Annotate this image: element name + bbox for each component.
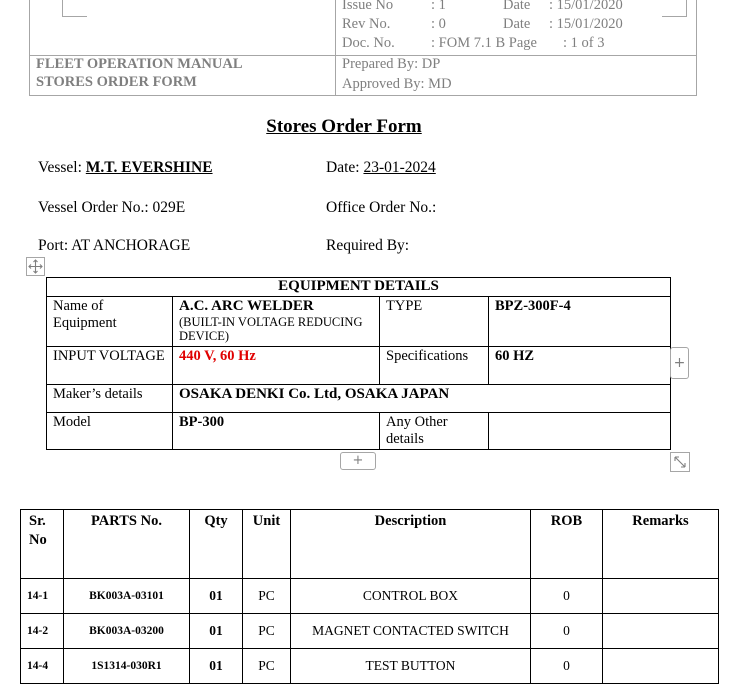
date-value: 23-01-2024 xyxy=(363,159,436,176)
cell-rob: 0 xyxy=(531,649,603,684)
corner-mark-right-h xyxy=(662,16,687,17)
cell-unit: PC xyxy=(243,614,291,649)
prepared-by: Prepared By: DP xyxy=(342,56,441,72)
cell-description: CONTROL BOX xyxy=(291,579,531,614)
vessel-field xyxy=(38,159,213,177)
cell-sr: 14-2 xyxy=(21,614,64,649)
equipment-name-cell xyxy=(173,297,380,347)
model-label: Model xyxy=(47,413,173,450)
issue-date-value: : 15/01/2020 xyxy=(549,0,623,13)
rev-no-value: : 0 xyxy=(431,16,446,32)
cell-parts-no: BK003A-03101 xyxy=(64,579,190,614)
header-unit: Unit xyxy=(243,510,291,579)
parts-table xyxy=(20,509,719,684)
table-resize-handle[interactable] xyxy=(670,452,690,472)
cell-remarks xyxy=(603,614,719,649)
spec-label: Specifications xyxy=(380,347,489,385)
page-value: : 1 of 3 xyxy=(563,35,605,51)
type-label: TYPE xyxy=(380,297,489,347)
maker-value: OSAKA DENKI Co. Ltd, OSAKA JAPAN xyxy=(173,385,671,413)
cell-rob: 0 xyxy=(531,614,603,649)
issue-date-label: Date xyxy=(503,0,531,13)
port-value: AT ANCHORAGE xyxy=(71,237,191,254)
doc-no-value: : FOM 7.1 B Page xyxy=(431,35,537,51)
table-row xyxy=(21,614,719,649)
cell-parts-no: 1S1314-030R1 xyxy=(64,649,190,684)
page-title: Stores Order Form xyxy=(266,116,422,137)
cell-unit: PC xyxy=(243,649,291,684)
resize-diagonal-icon xyxy=(671,453,689,471)
vessel-order-label: Vessel Order No.: xyxy=(38,199,149,216)
vessel-value: M.T. EVERSHINE xyxy=(85,159,213,176)
header-parts-no: PARTS No. xyxy=(64,510,190,579)
equipment-title: EQUIPMENT DETAILS xyxy=(47,278,671,297)
cell-qty: 01 xyxy=(190,649,243,684)
date-field xyxy=(326,159,436,177)
equipment-name-label: Name of Equipment xyxy=(47,297,173,347)
rev-date-value: : 15/01/2020 xyxy=(549,16,623,32)
vessel-label: Vessel: xyxy=(38,159,82,176)
date-label: Date: xyxy=(326,159,360,176)
add-column-button[interactable]: + xyxy=(670,347,689,379)
port-field xyxy=(38,237,190,255)
header-sr: Sr. No xyxy=(21,510,64,579)
header-description: Description xyxy=(291,510,531,579)
corner-mark-left-h xyxy=(62,16,87,17)
cell-remarks xyxy=(603,649,719,684)
model-value: BP-300 xyxy=(173,413,380,450)
header-left-border xyxy=(29,0,30,96)
add-row-button[interactable]: + xyxy=(340,452,376,470)
vessel-order-field xyxy=(38,199,185,217)
cell-description: TEST BUTTON xyxy=(291,649,531,684)
issue-no-value: : 1 xyxy=(431,0,446,13)
issue-no-label: Issue No xyxy=(342,0,394,13)
cell-rob: 0 xyxy=(531,579,603,614)
other-value xyxy=(489,413,671,450)
cell-unit: PC xyxy=(243,579,291,614)
required-by-label: Required By: xyxy=(326,237,410,254)
header-right-border xyxy=(696,0,697,96)
rev-no-label: Rev No. xyxy=(342,16,391,32)
header-divider xyxy=(335,0,336,96)
cell-qty: 01 xyxy=(190,579,243,614)
equipment-details-table xyxy=(46,277,671,450)
form-name: STORES ORDER FORM xyxy=(36,74,197,90)
table-row xyxy=(21,649,719,684)
cell-sr: 14-4 xyxy=(21,649,64,684)
input-voltage-label: INPUT VOLTAGE xyxy=(47,347,173,385)
header-rob: ROB xyxy=(531,510,603,579)
cell-remarks xyxy=(603,579,719,614)
spec-value: 60 HZ xyxy=(489,347,671,385)
header-remarks: Remarks xyxy=(603,510,719,579)
required-by-field xyxy=(326,237,409,255)
table-row xyxy=(21,579,719,614)
table-move-handle[interactable] xyxy=(26,257,45,276)
rev-date-label: Date xyxy=(503,16,531,32)
vessel-order-value: 029E xyxy=(152,199,186,216)
doc-no-label: Doc. No. xyxy=(342,35,395,51)
cell-qty: 01 xyxy=(190,614,243,649)
parts-header-row xyxy=(21,510,719,579)
approved-by: Approved By: MD xyxy=(342,76,452,92)
manual-title: FLEET OPERATION MANUAL xyxy=(36,56,243,72)
equipment-name-sub: (BUILT-IN VOLTAGE REDUCING DEVICE) xyxy=(179,315,363,343)
cell-parts-no: BK003A-03200 xyxy=(64,614,190,649)
header-qty: Qty xyxy=(190,510,243,579)
port-label: Port: xyxy=(38,237,69,254)
office-order-field xyxy=(326,199,436,217)
corner-mark-left xyxy=(62,0,63,16)
type-value: BPZ-300F-4 xyxy=(489,297,671,347)
cell-description: MAGNET CONTACTED SWITCH xyxy=(291,614,531,649)
header-bottom-line xyxy=(29,95,697,96)
input-voltage-value: 440 V, 60 Hz xyxy=(173,347,380,385)
corner-mark-right xyxy=(686,0,687,16)
office-order-label: Office Order No.: xyxy=(326,199,437,216)
equipment-name-value: A.C. ARC WELDER xyxy=(179,298,314,314)
cell-sr: 14-1 xyxy=(21,579,64,614)
other-label: Any Other details xyxy=(380,413,489,450)
maker-label: Maker’s details xyxy=(47,385,173,413)
move-arrows-icon xyxy=(27,258,44,275)
